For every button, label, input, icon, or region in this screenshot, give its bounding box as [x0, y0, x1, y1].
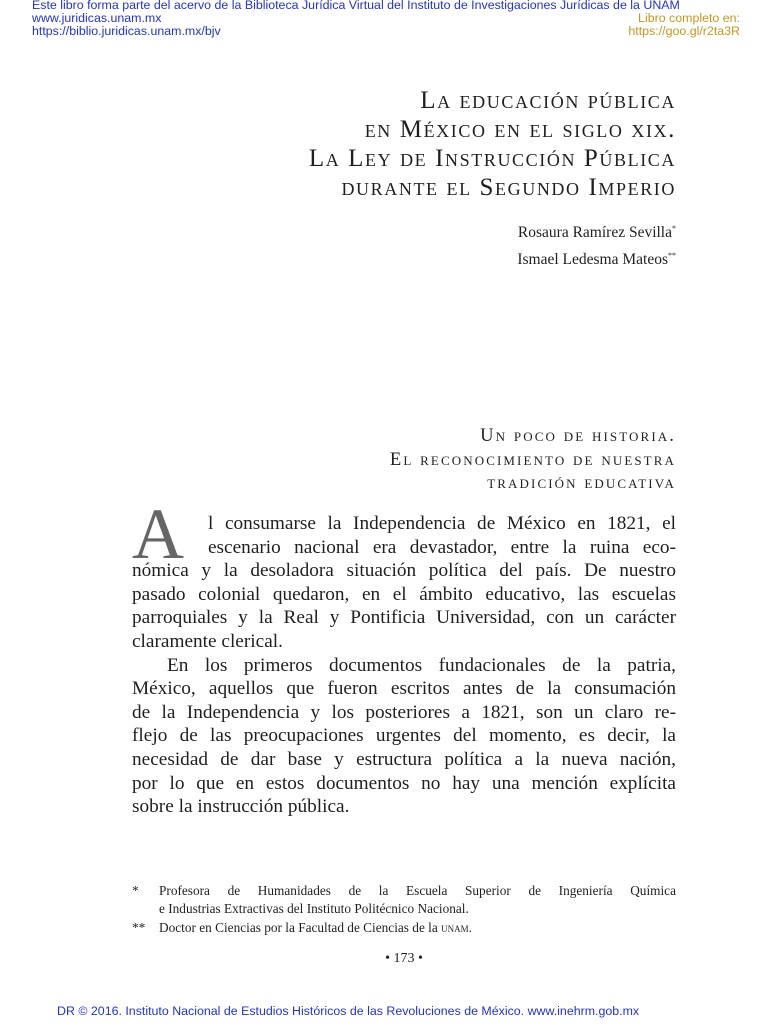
chapter-title: [309, 86, 676, 202]
author: [517, 244, 676, 271]
footnote: [132, 882, 676, 919]
complete-book-link[interactable]: https://goo.gl/r2ta3R: [628, 24, 740, 38]
complete-book-label: Libro completo en:: [638, 11, 740, 25]
footnote-ref[interactable]: **: [668, 251, 676, 260]
text-line: de la Independencia y los posteriores a 1821, son un claro re-: [132, 701, 676, 723]
bjv-link[interactable]: https://biblio.juridicas.unam.mx/bjv: [32, 24, 221, 38]
footnote-mark: **: [132, 919, 146, 935]
authors-block: [517, 217, 676, 271]
body-text: [132, 494, 676, 819]
author: [517, 217, 676, 244]
title-line: en México en el siglo xix.: [364, 116, 676, 143]
text-line: pasado colonial quedaron, en el ámbito educativo, las escuelas: [132, 583, 676, 605]
title-line: La Ley de Instrucción Pública: [308, 145, 676, 172]
section-heading-line: tradición educativa: [487, 472, 676, 494]
text-line: sobre la instrucción pública.: [132, 796, 350, 818]
text-line: nómica y la desoladora situación política del país. De nuestro: [132, 560, 676, 582]
copyright-footer[interactable]: DR © 2016. Instituto Nacional de Estudios Históricos de las Revoluciones de México. www.inehrm.gob.mx: [57, 1004, 640, 1018]
author-name: Ismael Ledesma Mateos: [517, 251, 668, 268]
footnote-mark: *: [132, 883, 139, 898]
text-line: claramente clerical.: [132, 630, 283, 652]
section-heading-line: El reconocimiento de nuestra: [389, 448, 676, 470]
footnote-text: [159, 919, 676, 937]
footnote-ref[interactable]: *: [672, 224, 676, 233]
footnote-text: e Industrias Extractivas del Instituto Politécnico Nacional.: [159, 901, 469, 917]
drop-cap: A: [132, 494, 184, 574]
text-line: escenario nacional era devastador, entre la ruina eco-: [208, 536, 676, 558]
section-heading: [390, 424, 676, 495]
text-line: flejo de las preocupaciones urgentes del momento, es decir, la: [132, 725, 676, 747]
juridicas-link[interactable]: www.juridicas.unam.mx: [32, 11, 162, 25]
page-number: • 173 •: [385, 951, 423, 966]
text-line: México, aquellos que fueron escritos antes de la consumación: [132, 678, 676, 700]
footnotes: [132, 882, 676, 937]
text-line: l consumarse la Independencia de México en 1821, el: [208, 513, 676, 534]
footnote: [132, 919, 676, 937]
text-line: por lo que en estos documentos no hay una mención explícita: [132, 772, 676, 794]
section-heading-line: Un poco de historia.: [480, 425, 676, 446]
text-line: parroquiales y la Real y Pontificia Universidad, con un carácter: [132, 607, 676, 629]
footnote-text: Profesora de Humanidades de la Escuela Superior de Ingeniería Química: [159, 883, 676, 898]
title-line: La educación pública: [420, 87, 676, 114]
paragraph-1: [132, 512, 676, 654]
text-line: En los primeros documentos fundacionales de la patria,: [167, 654, 676, 676]
text-line: necesidad de dar base y estructura política a la nueva nación,: [132, 748, 676, 770]
title-line: durante el Segundo Imperio: [341, 174, 676, 201]
banner-source-note: Este libro forma parte del acervo de la Biblioteca Jurídica Virtual del Instituto de Investigaciones Jurídicas de la UNAM: [32, 0, 680, 12]
author-name: Rosaura Ramírez Sevilla: [517, 224, 672, 241]
paragraph-2: [132, 654, 676, 819]
footnote-acronym: unam: [441, 919, 469, 935]
footnote-text-main: Doctor en Ciencias por la Facultad de Ciencias de la: [159, 919, 438, 935]
footnote-period: .: [468, 919, 472, 935]
